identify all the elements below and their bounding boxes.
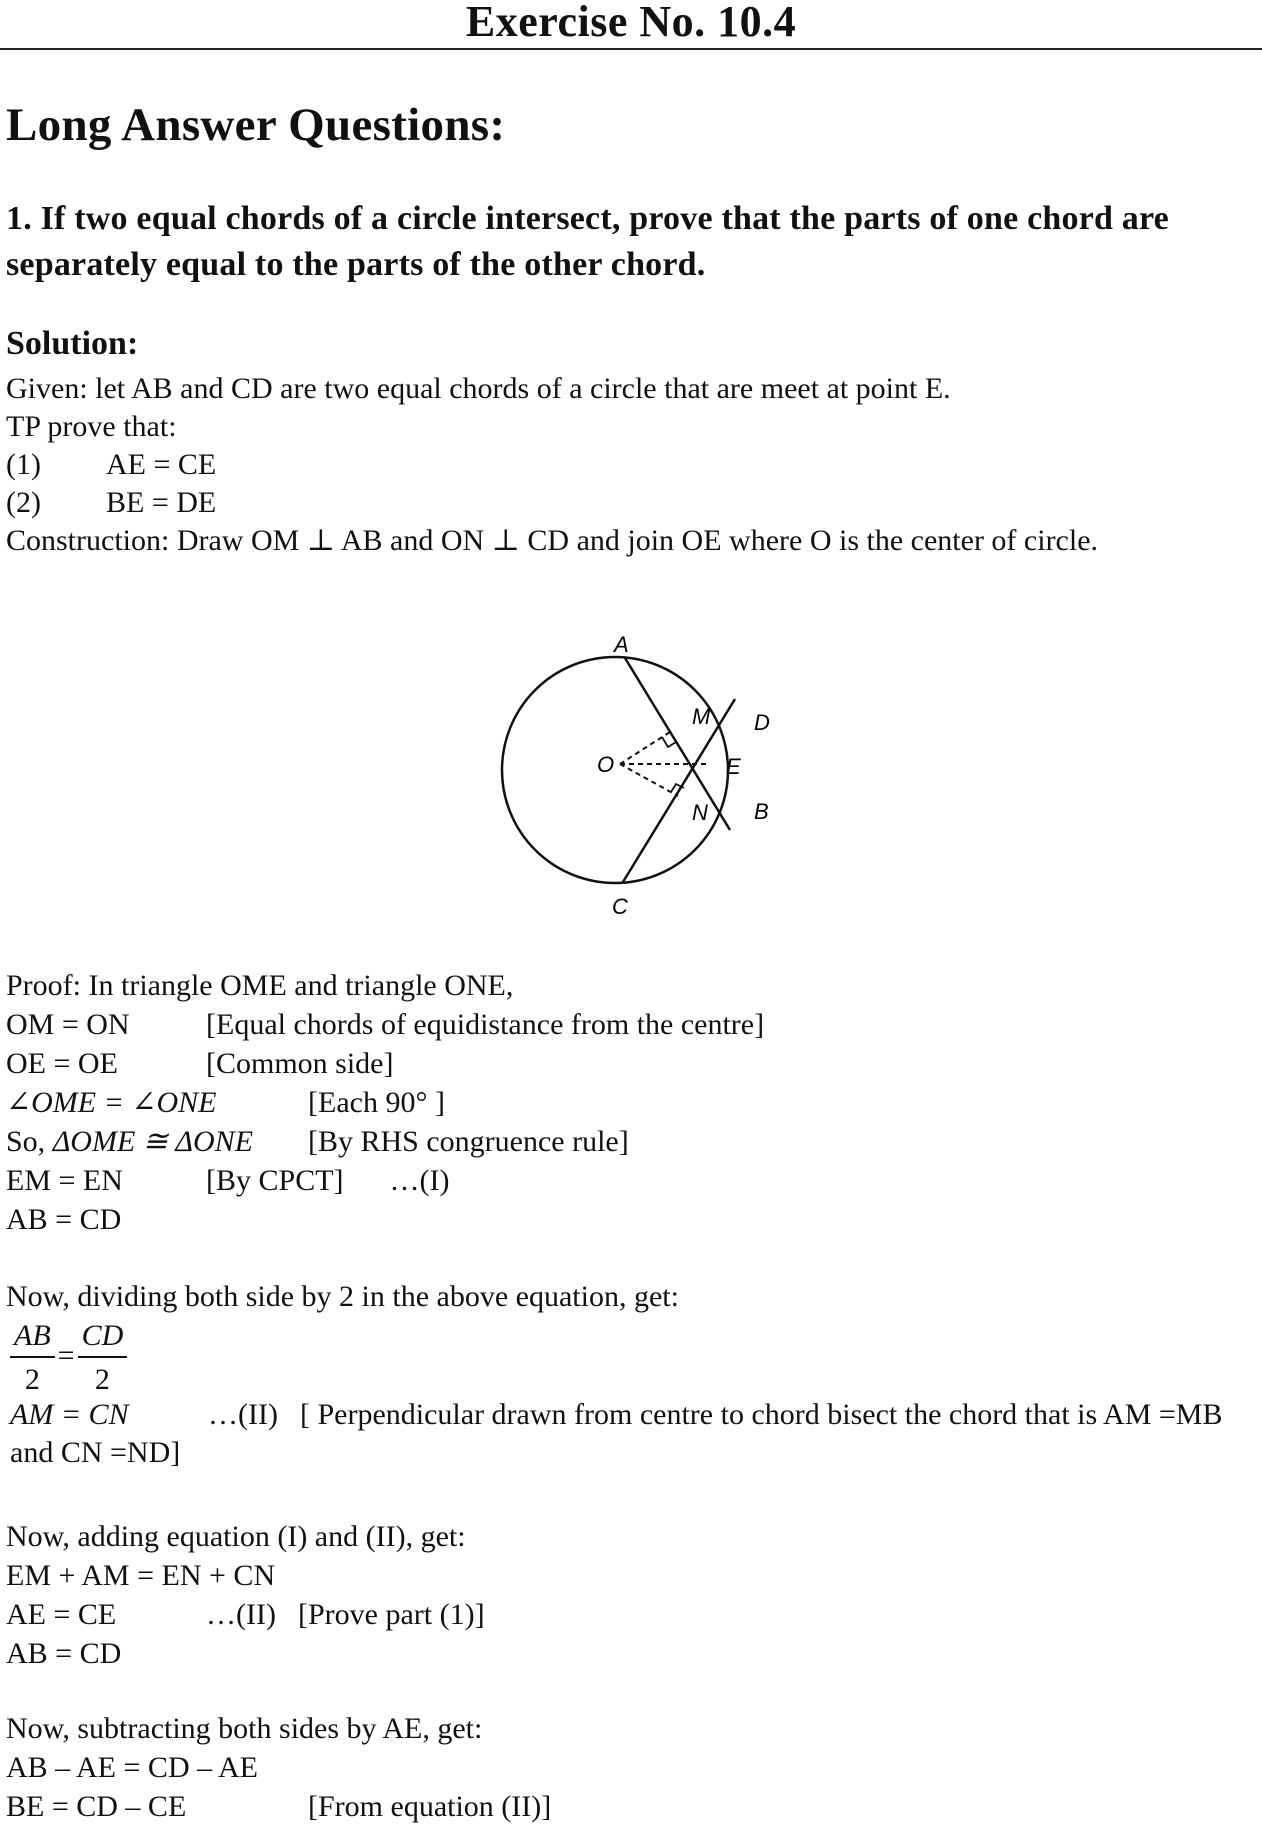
- page-header: [0, 0, 1262, 50]
- to-prove-text: TP prove that:: [6, 410, 177, 443]
- subtracting-text: Now, subtracting both sides by AE, get:: [6, 1712, 483, 1745]
- reason: [Prove part (1)]: [297, 1598, 485, 1631]
- am-cn-line: [10, 1396, 1256, 1472]
- prefix: So,: [6, 1125, 53, 1158]
- solution-label: Solution:: [6, 325, 139, 362]
- segment-on: [620, 764, 678, 796]
- proof-step-6: AB = CD: [6, 1203, 122, 1236]
- proof-step-5: [6, 1162, 450, 1200]
- proof-step-4: [6, 1123, 629, 1161]
- statement: AM = CN: [10, 1398, 129, 1431]
- proof-step-3: [6, 1084, 445, 1122]
- item-number: (2): [6, 486, 41, 519]
- divide-text: Now, dividing both side by 2 in the above equation, get:: [6, 1280, 679, 1313]
- chord-cd: [623, 699, 735, 882]
- item-text: BE = DE: [106, 486, 217, 519]
- given-text: Given: let AB and CD are two equal chords of a circle that are meet at point E.: [6, 372, 951, 405]
- diff-line-1: AB – AE = CD – AE: [6, 1751, 258, 1784]
- equation-ref: …(II): [208, 1398, 278, 1431]
- sum-line-1: EM + AM = EN + CN: [6, 1559, 276, 1592]
- numerator: CD: [78, 1318, 128, 1358]
- construction-text: Construction: Draw OM ⊥ AB and ON ⊥ CD and join OE where O is the center of circle.: [6, 524, 1099, 557]
- label-d: D: [754, 710, 770, 735]
- label-b: B: [754, 799, 769, 824]
- label-a: A: [614, 632, 629, 657]
- fraction-cd: [78, 1318, 128, 1400]
- sum-line-3: AB = CD: [6, 1637, 122, 1670]
- equals-sign: =: [57, 1339, 75, 1372]
- item-number: (1): [6, 448, 41, 481]
- label-n: N: [692, 800, 708, 825]
- label-e: E: [726, 754, 741, 779]
- fraction-ab: [10, 1318, 55, 1400]
- denominator: 2: [24, 1363, 40, 1396]
- statement: BE = CD – CE: [6, 1790, 187, 1823]
- label-c: C: [612, 894, 628, 919]
- statement: OE = OE: [6, 1047, 118, 1080]
- proof-intro: Proof: In triangle OME and triangle ONE,: [6, 969, 514, 1002]
- prove-item-2: [6, 484, 216, 522]
- equation-ref: …(II): [206, 1598, 276, 1631]
- reason: [ Perpendicular drawn from centre to chord bisect the chord that is AM =MB and CN =ND]: [10, 1398, 1223, 1469]
- prove-item-1: [6, 446, 216, 484]
- reason: [By RHS congruence rule]: [308, 1125, 629, 1158]
- section-title: Long Answer Questions:: [6, 99, 506, 151]
- fraction-equation: [10, 1318, 127, 1400]
- numerator: AB: [10, 1318, 55, 1358]
- question-text: 1. If two equal chords of a circle intersect, prove that the parts of one chord are separately equal to the parts of the other chord.: [6, 200, 1169, 283]
- reason: [By CPCT]: [206, 1164, 344, 1197]
- statement: EM = EN: [6, 1164, 123, 1197]
- denominator: 2: [94, 1363, 110, 1396]
- label-o: O: [597, 752, 615, 777]
- circle-chords-figure: [490, 600, 790, 930]
- proof-step-2: [6, 1045, 394, 1083]
- item-text: AE = CE: [106, 448, 217, 481]
- statement: ∠OME = ∠ONE: [6, 1086, 217, 1119]
- statement: OM = ON: [6, 1008, 130, 1041]
- reason: [Common side]: [206, 1047, 394, 1080]
- proof-step-1: [6, 1006, 764, 1044]
- chord-ab: [625, 658, 730, 830]
- statement: ΔOME ≅ ΔONE: [52, 1125, 254, 1158]
- adding-text: Now, adding equation (I) and (II), get:: [6, 1520, 466, 1553]
- exercise-title: Exercise No. 10.4: [465, 0, 797, 46]
- label-m: M: [692, 704, 711, 729]
- reason: [Each 90° ]: [308, 1086, 445, 1119]
- equation-ref: …(I): [389, 1164, 450, 1197]
- reason: [Equal chords of equidistance from the centre]: [206, 1008, 765, 1041]
- statement: AE = CE: [6, 1598, 117, 1631]
- reason: [From equation (II)]: [308, 1790, 552, 1823]
- diff-line-2: [6, 1788, 551, 1826]
- sum-line-2: [6, 1596, 485, 1634]
